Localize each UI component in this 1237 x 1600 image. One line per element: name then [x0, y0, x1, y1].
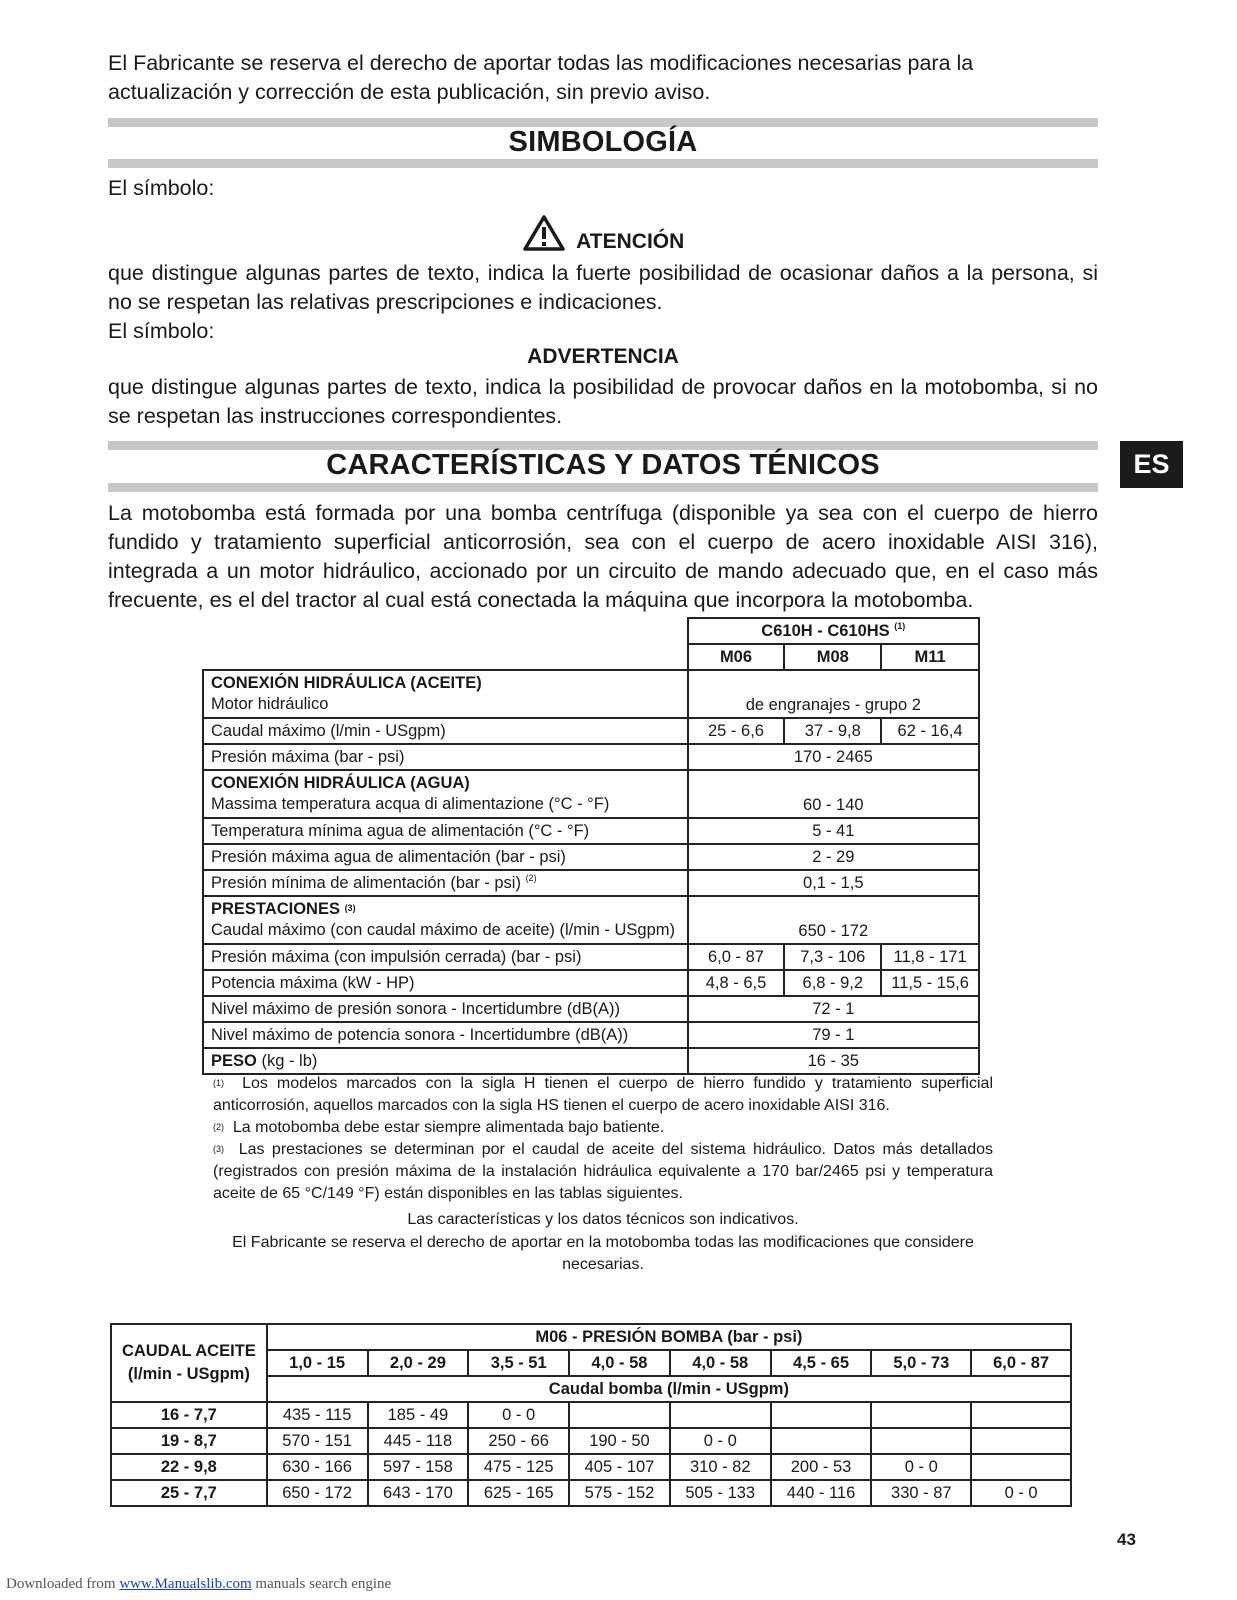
footnote-3: $^{(3)}$ Las prestaciones se determinan por el caudal de aceite del sistema hidráulico. Datos más detallados (registrados con presión máxima de la instalación hidráulica equivalente a 170 bar/2465 psi y temperatura aceite de 65 °C/149 °F) están disponibles en las tablas siguientes. — [213, 1141, 993, 1202]
cell-value: 405 - 107 — [569, 1454, 670, 1480]
symbol-label: El símbolo: — [108, 176, 215, 200]
symbol-label-2: El símbolo: — [108, 319, 215, 343]
warning-text: que distingue algunas partes de texto, indica la posibilidad de provocar daños en la motobomba, si no se respetan las instrucciones correspondientes. — [108, 375, 1098, 428]
row-label: Motor hidráulico — [211, 695, 329, 713]
cell-value: 440 - 116 — [771, 1480, 872, 1506]
table-row — [203, 644, 979, 670]
cell-value: 6,8 - 9,2 — [784, 970, 881, 996]
pressure-header: 4,5 - 65 — [771, 1350, 872, 1376]
cell-value: 190 - 50 — [569, 1428, 670, 1454]
download-footer: Downloaded from www.Manualslib.com manuals search engine — [6, 1576, 392, 1592]
table-row — [203, 718, 979, 744]
cell-value: 0 - 0 — [871, 1454, 971, 1480]
cell-value: 6,0 - 87 — [688, 944, 785, 970]
cell-value: 0 - 0 — [670, 1428, 771, 1454]
cell-value: 505 - 133 — [670, 1480, 771, 1506]
cell-value: 310 - 82 — [670, 1454, 771, 1480]
cell-value — [871, 1402, 971, 1428]
cell-value: 597 - 158 — [368, 1454, 469, 1480]
cell-value: 0 - 0 — [468, 1402, 569, 1428]
variant-m08: M08 — [784, 644, 881, 670]
row-label: Potencia máxima (kW - HP) — [203, 970, 688, 996]
row-label: Presión máxima (con impulsión cerrada) (bar - psi) — [203, 944, 688, 970]
row-label: Nivel máximo de potencia sonora - Incertidumbre (dB(A)) — [203, 1022, 688, 1048]
cell-value: 185 - 49 — [368, 1402, 469, 1428]
table-row — [203, 996, 979, 1022]
footnote-1: $^{(1)}$ Los modelos marcados con la sigla H tienen el cuerpo de hierro fundido y tratamiento superficial anticorrosión, aquellos marcados con la sigla HS tienen el cuerpo de acero inoxidable AISI 316. — [213, 1075, 993, 1114]
description-paragraph: La motobomba está formada por una bomba centrífuga (disponible ya sea con el cuerpo de hierro fundido y tratamiento superficial anticorrosión, sea con el cuerpo de acero inoxidable AISI 316), integrada a un motor hidráulico, accionado por un circuito de mando adecuado que, en el caso más frecuente, es el del tractor al cual está conectada la máquina que incorpora la motobomba. — [108, 501, 1098, 612]
cell-value: 570 - 151 — [267, 1428, 368, 1454]
row-label: Presión máxima agua de alimentación (bar - psi) — [203, 844, 688, 870]
cell-value: 475 - 125 — [468, 1454, 569, 1480]
section-title-caracteristicas: CARACTERÍSTICAS Y DATOS TÉNICOS — [326, 449, 880, 481]
cell-value — [971, 1402, 1071, 1428]
pressure-header: 2,0 - 29 — [368, 1350, 469, 1376]
cell-value: 435 - 115 — [267, 1402, 368, 1428]
corner-header: CAUDAL ACEITE (l/min - USgpm) — [111, 1324, 267, 1402]
table-row — [203, 844, 979, 870]
row-label: PESO (kg - lb) — [203, 1048, 688, 1074]
row-label: Presión mínima de alimentación (bar - psi) $^{(2)}$ — [203, 870, 688, 896]
oil-flow: 19 - 8,7 — [111, 1428, 267, 1454]
flow-table — [110, 1323, 1072, 1507]
table-row — [203, 1048, 979, 1074]
cell-value: 650 - 172 — [688, 896, 979, 944]
cell-value: 25 - 6,6 — [688, 718, 785, 744]
table-row — [203, 618, 979, 644]
row-label: Nivel máximo de presión sonora - Incertidumbre (dB(A)) — [203, 996, 688, 1022]
cell-value: 0 - 0 — [971, 1480, 1071, 1506]
warning-label: ADVERTENCIA — [527, 345, 679, 368]
intro-paragraph: El Fabricante se reserva el derecho de aportar todas las modificaciones necesarias para la actualización y corrección de esta publicación, sin previo aviso. — [108, 51, 974, 104]
pressure-header: 4,0 - 58 — [670, 1350, 771, 1376]
row-label: Presión máxima (bar - psi) — [203, 744, 688, 770]
cell-value — [569, 1402, 670, 1428]
row-label: Caudal máximo (con caudal máximo de aceite) (l/min - USgpm) — [211, 921, 675, 939]
note-manufacturer: El Fabricante se reserva el derecho de aportar en la motobomba todas las modificaciones que considere necesarias. — [232, 1234, 974, 1273]
section-title-simbologia: SIMBOLOGÍA — [508, 126, 698, 158]
cell-value: 250 - 66 — [468, 1428, 569, 1454]
pressure-header: 5,0 - 73 — [871, 1350, 971, 1376]
cell-value — [771, 1428, 872, 1454]
warning-triangle-icon — [522, 214, 566, 257]
table-row — [111, 1428, 1071, 1454]
table-row — [203, 670, 979, 718]
cell-value: 650 - 172 — [267, 1480, 368, 1506]
cell-value: 7,3 - 106 — [784, 944, 881, 970]
attention-text: que distingue algunas partes de texto, indica la fuerte posibilidad de ocasionar daños a la persona, si no se respetan las relativas prescripciones e indicaciones. — [108, 261, 1098, 314]
pressure-header: 6,0 - 87 — [971, 1350, 1071, 1376]
section-bar-bottom-2 — [108, 483, 1098, 492]
section-bar-bottom — [108, 159, 1098, 168]
pressure-header: 4,0 - 58 — [569, 1350, 670, 1376]
table-row — [111, 1454, 1071, 1480]
cell-value: 62 - 16,4 — [881, 718, 979, 744]
note-indicative: Las características y los datos técnicos son indicativos. — [407, 1211, 799, 1228]
group-header: M06 - PRESIÓN BOMBA (bar - psi) — [267, 1324, 1071, 1350]
attention-label: ATENCIÓN — [576, 230, 685, 253]
cell-value: 4,8 - 6,5 — [688, 970, 785, 996]
row-label: Caudal máximo (l/min - USgpm) — [203, 718, 688, 744]
group-title: CONEXIÓN HIDRÁULICA (ACEITE) — [211, 674, 482, 692]
cell-value: 60 - 140 — [688, 770, 979, 818]
cell-value: 72 - 1 — [688, 996, 979, 1022]
variant-m11: M11 — [881, 644, 979, 670]
spec-table — [202, 617, 980, 1075]
cell-value: 200 - 53 — [771, 1454, 872, 1480]
table-row — [111, 1402, 1071, 1428]
cell-value — [971, 1428, 1071, 1454]
table-row — [203, 896, 979, 944]
manualslib-link[interactable]: www.Manualslib.com — [119, 1576, 252, 1592]
cell-value: 37 - 9,8 — [784, 718, 881, 744]
cell-value: 0,1 - 1,5 — [688, 870, 979, 896]
cell-value: 445 - 118 — [368, 1428, 469, 1454]
cell-value: 79 - 1 — [688, 1022, 979, 1048]
attention-heading — [108, 214, 1098, 257]
cell-value: 625 - 165 — [468, 1480, 569, 1506]
cell-value: 330 - 87 — [871, 1480, 971, 1506]
table-row — [111, 1480, 1071, 1506]
group-title: PRESTACIONES $^{(3)}$ — [211, 900, 356, 918]
row-label: Massima temperatura acqua di alimentazione (°C - °F) — [211, 795, 610, 813]
table-row — [203, 770, 979, 818]
cell-value: 630 - 166 — [267, 1454, 368, 1480]
pressure-header: 1,0 - 15 — [267, 1350, 368, 1376]
cell-value: 575 - 152 — [569, 1480, 670, 1506]
cell-value: 643 - 170 — [368, 1480, 469, 1506]
cell-value: 2 - 29 — [688, 844, 979, 870]
cell-value: 11,5 - 15,6 — [881, 970, 979, 996]
cell-value: 5 - 41 — [688, 818, 979, 844]
cell-value — [971, 1454, 1071, 1480]
group-title: CONEXIÓN HIDRÁULICA (AGUA) — [211, 774, 470, 792]
table-row — [203, 818, 979, 844]
table-row — [203, 944, 979, 970]
sub-header: Caudal bomba (l/min - USgpm) — [267, 1376, 1071, 1402]
oil-flow: 25 - 7,7 — [111, 1480, 267, 1506]
model-header: C610H - C610HS $^{(1)}$ — [688, 618, 979, 644]
row-label: Temperatura mínima agua de alimentación (°C - °F) — [203, 818, 688, 844]
page-number: 43 — [1117, 1530, 1136, 1549]
cell-value: 170 - 2465 — [688, 744, 979, 770]
cell-value — [771, 1402, 872, 1428]
cell-value: de engranajes - grupo 2 — [688, 670, 979, 718]
table-row — [203, 870, 979, 896]
pressure-header: 3,5 - 51 — [468, 1350, 569, 1376]
language-tab: ES — [1120, 441, 1183, 488]
footnote-2: $^{(2)}$ La motobomba debe estar siempre alimentada bajo batiente. — [213, 1119, 665, 1136]
table-row — [203, 970, 979, 996]
cell-value: 11,8 - 171 — [881, 944, 979, 970]
cell-value — [871, 1428, 971, 1454]
oil-flow: 22 - 9,8 — [111, 1454, 267, 1480]
variant-m06: M06 — [688, 644, 785, 670]
table-row — [111, 1324, 1071, 1350]
table-row — [203, 1022, 979, 1048]
cell-value: 16 - 35 — [688, 1048, 979, 1074]
cell-value — [670, 1402, 771, 1428]
table-row — [203, 744, 979, 770]
oil-flow: 16 - 7,7 — [111, 1402, 267, 1428]
